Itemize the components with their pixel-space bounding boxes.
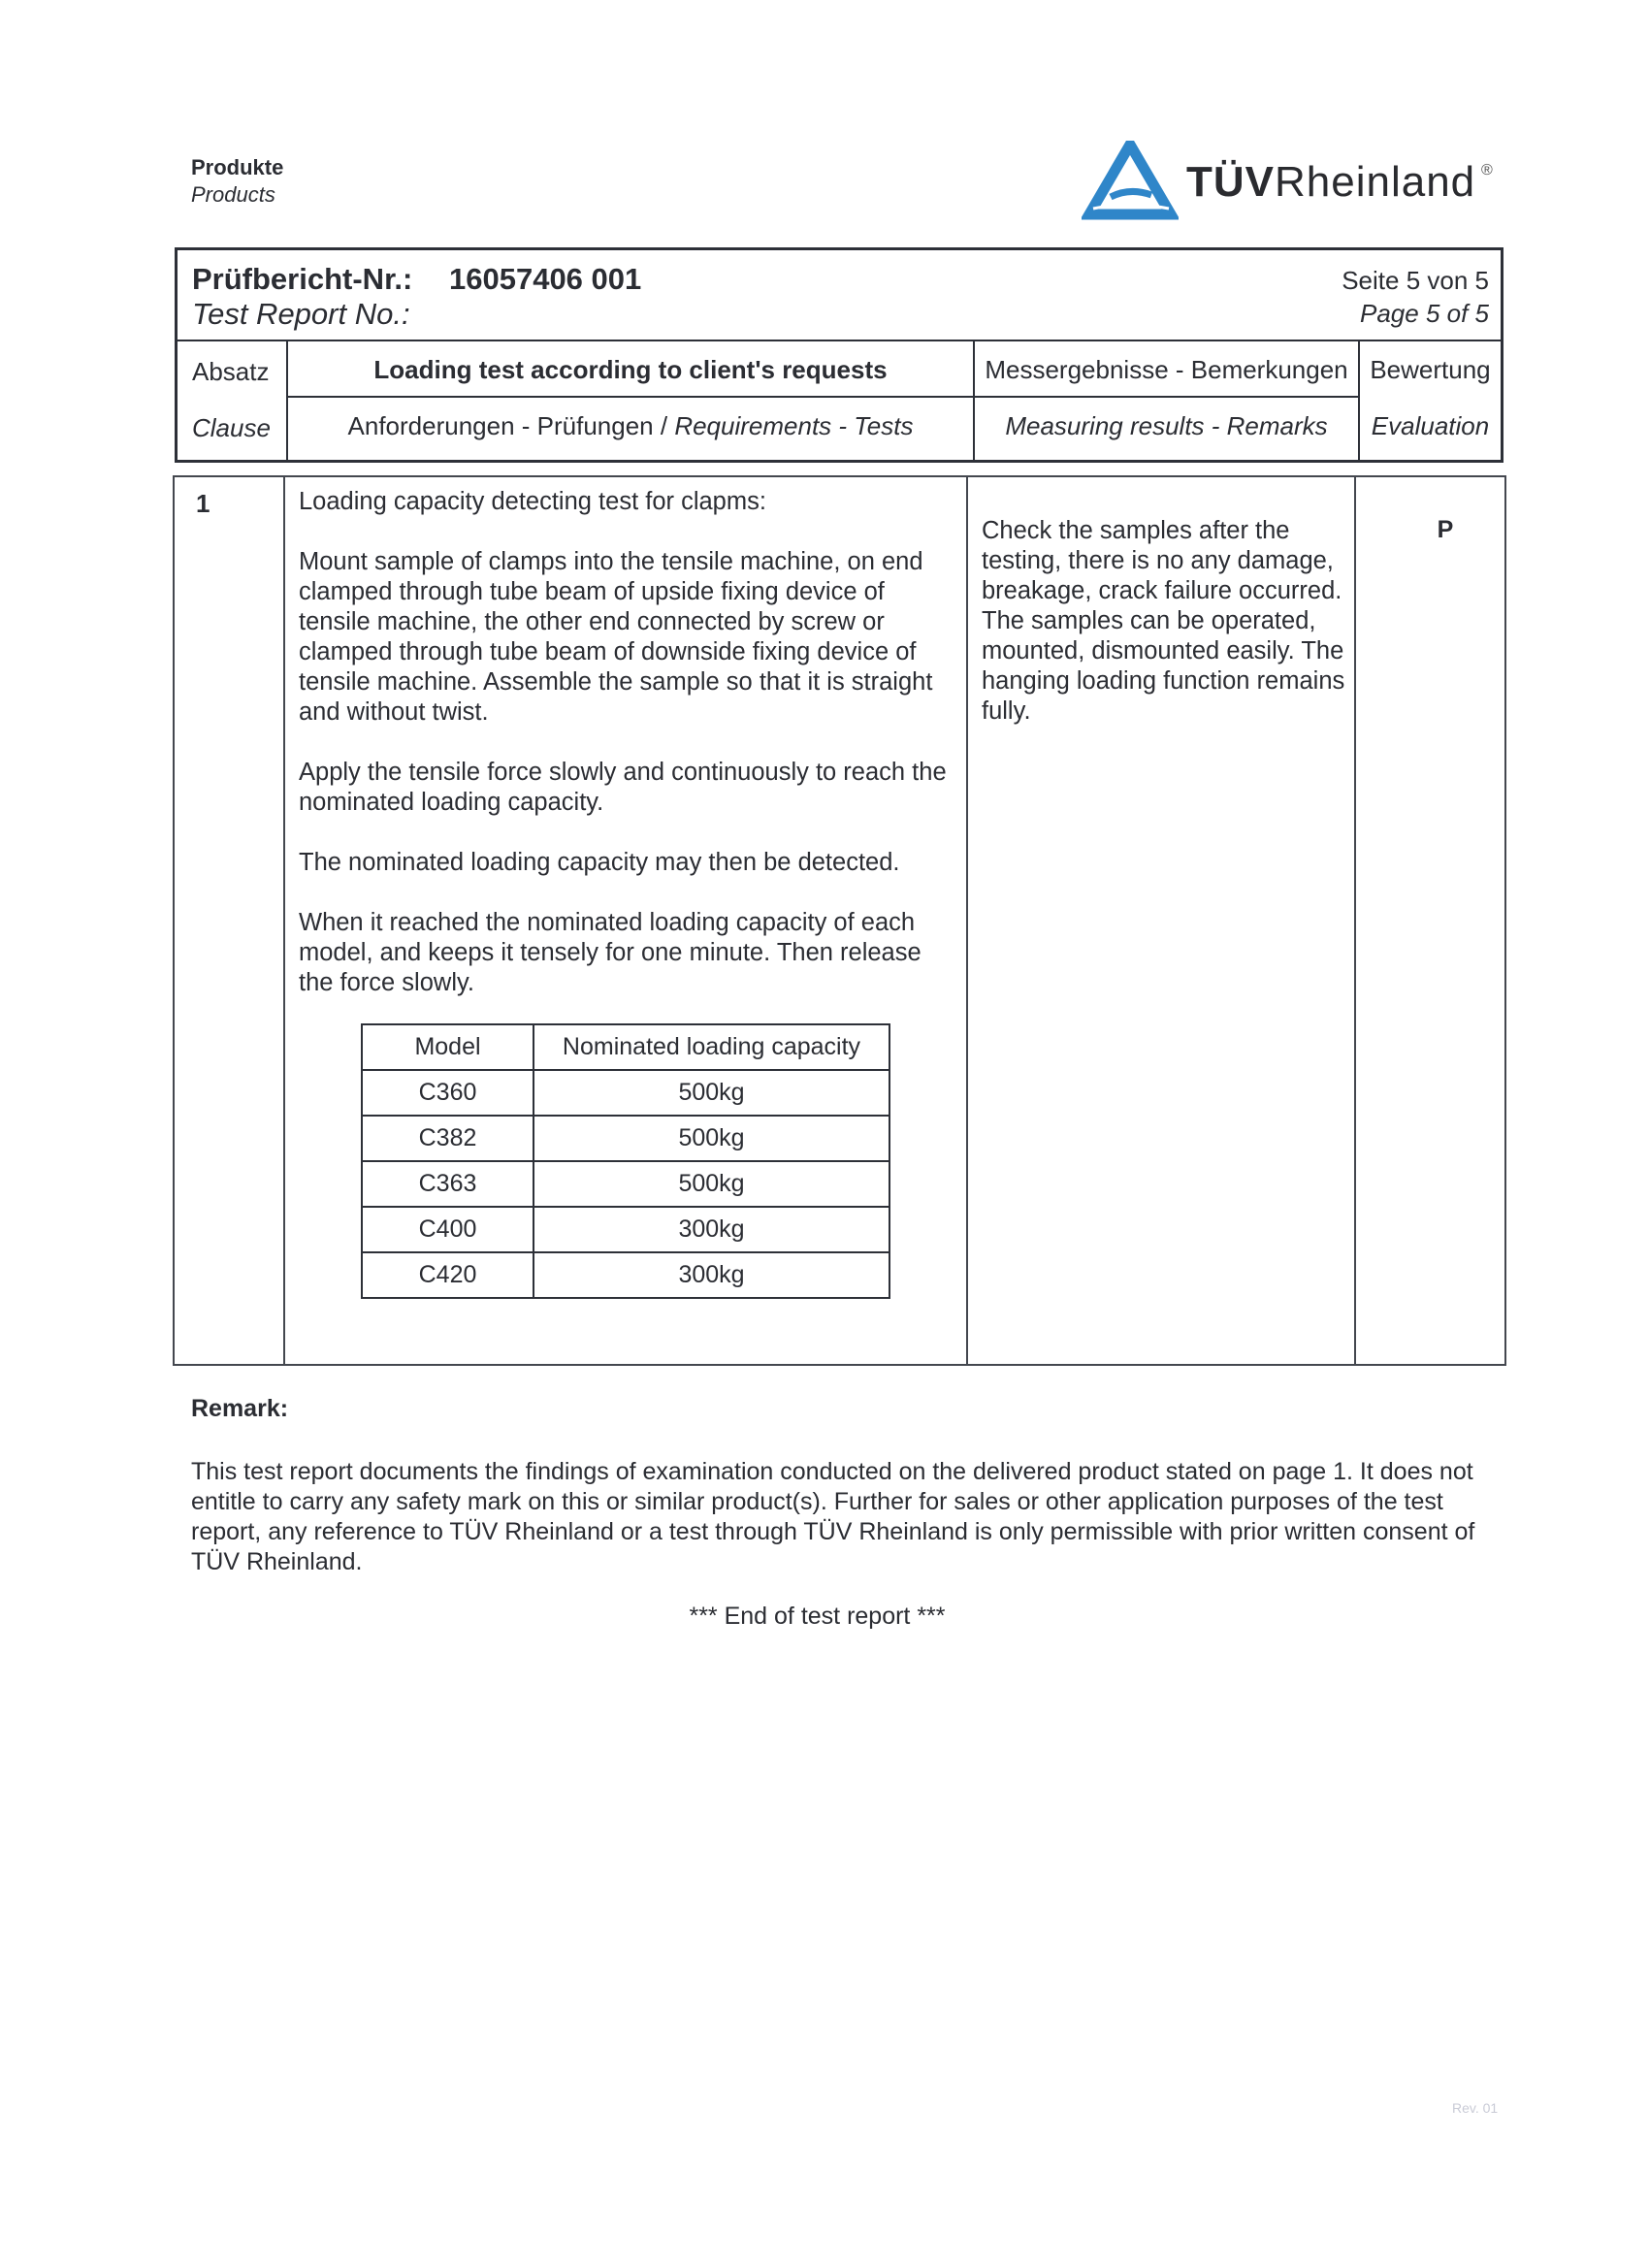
evaluation-header (1358, 340, 1501, 460)
model-cell: C360 (362, 1070, 534, 1116)
model-cell: C420 (362, 1252, 534, 1298)
column-divider (1354, 477, 1356, 1364)
capacity-table-header (362, 1024, 889, 1070)
header-divider (975, 396, 1358, 398)
model-cell: C400 (362, 1207, 534, 1252)
table-row (362, 1070, 889, 1116)
column-divider (283, 477, 285, 1364)
page-indicator-de: Seite 5 von 5 (1342, 266, 1489, 295)
report-number: 16057406 001 (449, 262, 642, 296)
column-divider (966, 477, 968, 1364)
report-number-row (178, 250, 1501, 341)
logo-wordmark: TÜVRheinland (1186, 158, 1476, 206)
clause-number: 1 (196, 489, 210, 518)
evaluation-header-de: Bewertung (1370, 355, 1491, 384)
requirements-header-label: Anforderungen - Prüfungen / Requirements - Tests (347, 411, 914, 440)
results-header (973, 340, 1358, 460)
table-row (362, 1207, 889, 1252)
report-number-label-en: Test Report No.: (192, 297, 410, 331)
category-en: Products (191, 182, 275, 207)
test-clause-table (173, 475, 1506, 1366)
capacity-cell: 300kg (534, 1252, 889, 1298)
header-divider (288, 396, 973, 398)
requirement-title: Loading capacity detecting test for clapms: (299, 488, 766, 515)
section-title: Loading test according to client's requests (373, 355, 888, 384)
clause-header-en: Clause (192, 413, 271, 442)
model-column-header: Model (362, 1024, 534, 1070)
report-header-box (175, 247, 1504, 463)
remark-title: Remark: (191, 1395, 289, 1422)
results-header-en: Measuring results - Remarks (1005, 411, 1328, 440)
capacity-cell: 300kg (534, 1207, 889, 1252)
requirement-paragraph: Apply the tensile force slowly and continuously to reach the nominated loading capacity. (299, 759, 947, 816)
page-indicator-en: Page 5 of 5 (1360, 299, 1489, 328)
tuv-triangle-logo-icon (1082, 141, 1179, 220)
model-cell: C363 (362, 1161, 534, 1207)
category-de: Produkte (191, 155, 284, 179)
revision-label: Rev. 01 (1452, 2100, 1499, 2116)
clause-header-de: Absatz (192, 357, 270, 386)
tuv-rheinland-logo (1082, 141, 1528, 223)
capacity-cell: 500kg (534, 1161, 889, 1207)
requirements-header (286, 340, 973, 460)
registered-mark: ® (1481, 162, 1493, 178)
capacity-cell: 500kg (534, 1070, 889, 1116)
results-header-de: Messergebnisse - Bemerkungen (985, 355, 1348, 384)
report-number-label-de: Prüfbericht-Nr.: (192, 262, 413, 296)
capacity-cell: 500kg (534, 1116, 889, 1161)
measuring-result-text: Check the samples after the testing, there is no any damage, breakage, crack failure occurred. The samples can be operated, mounted, dismounted easily. The hanging loading function remains fully. (982, 517, 1345, 725)
table-row (362, 1116, 889, 1161)
requirement-paragraph: Mount sample of clamps into the tensile machine, on end clamped through tube beam of upside fixing device of tensile machine, the other end connected by screw or clamped through tube beam of downside fixing device of tensile machine. Assemble the sample so that it is straight and without twist. (299, 548, 933, 726)
requirement-paragraph: The nominated loading capacity may then be detected. (299, 849, 900, 876)
capacity-column-header: Nominated loading capacity (534, 1024, 889, 1070)
requirement-paragraph: When it reached the nominated loading capacity of each model, and keeps it tensely for one minute. Then release the force slowly. (299, 909, 922, 996)
evaluation-header-en: Evaluation (1371, 411, 1490, 440)
evaluation-verdict: P (1437, 516, 1454, 543)
table-row (362, 1161, 889, 1207)
model-cell: C382 (362, 1116, 534, 1161)
table-row (362, 1252, 889, 1298)
capacity-table (361, 1023, 890, 1299)
end-of-report: *** End of test report *** (689, 1603, 946, 1630)
remark-body: This test report documents the findings of examination conducted on the delivered product stated on page 1. It does not entitle to carry any safety mark on this or similar product(s). Further for sales or other application purposes of the test report, any reference to TÜV Rheinland or a test through TÜV Rheinland is only permissible with prior written consent of TÜV Rheinland. (191, 1458, 1475, 1575)
requirement-text (299, 487, 954, 1028)
